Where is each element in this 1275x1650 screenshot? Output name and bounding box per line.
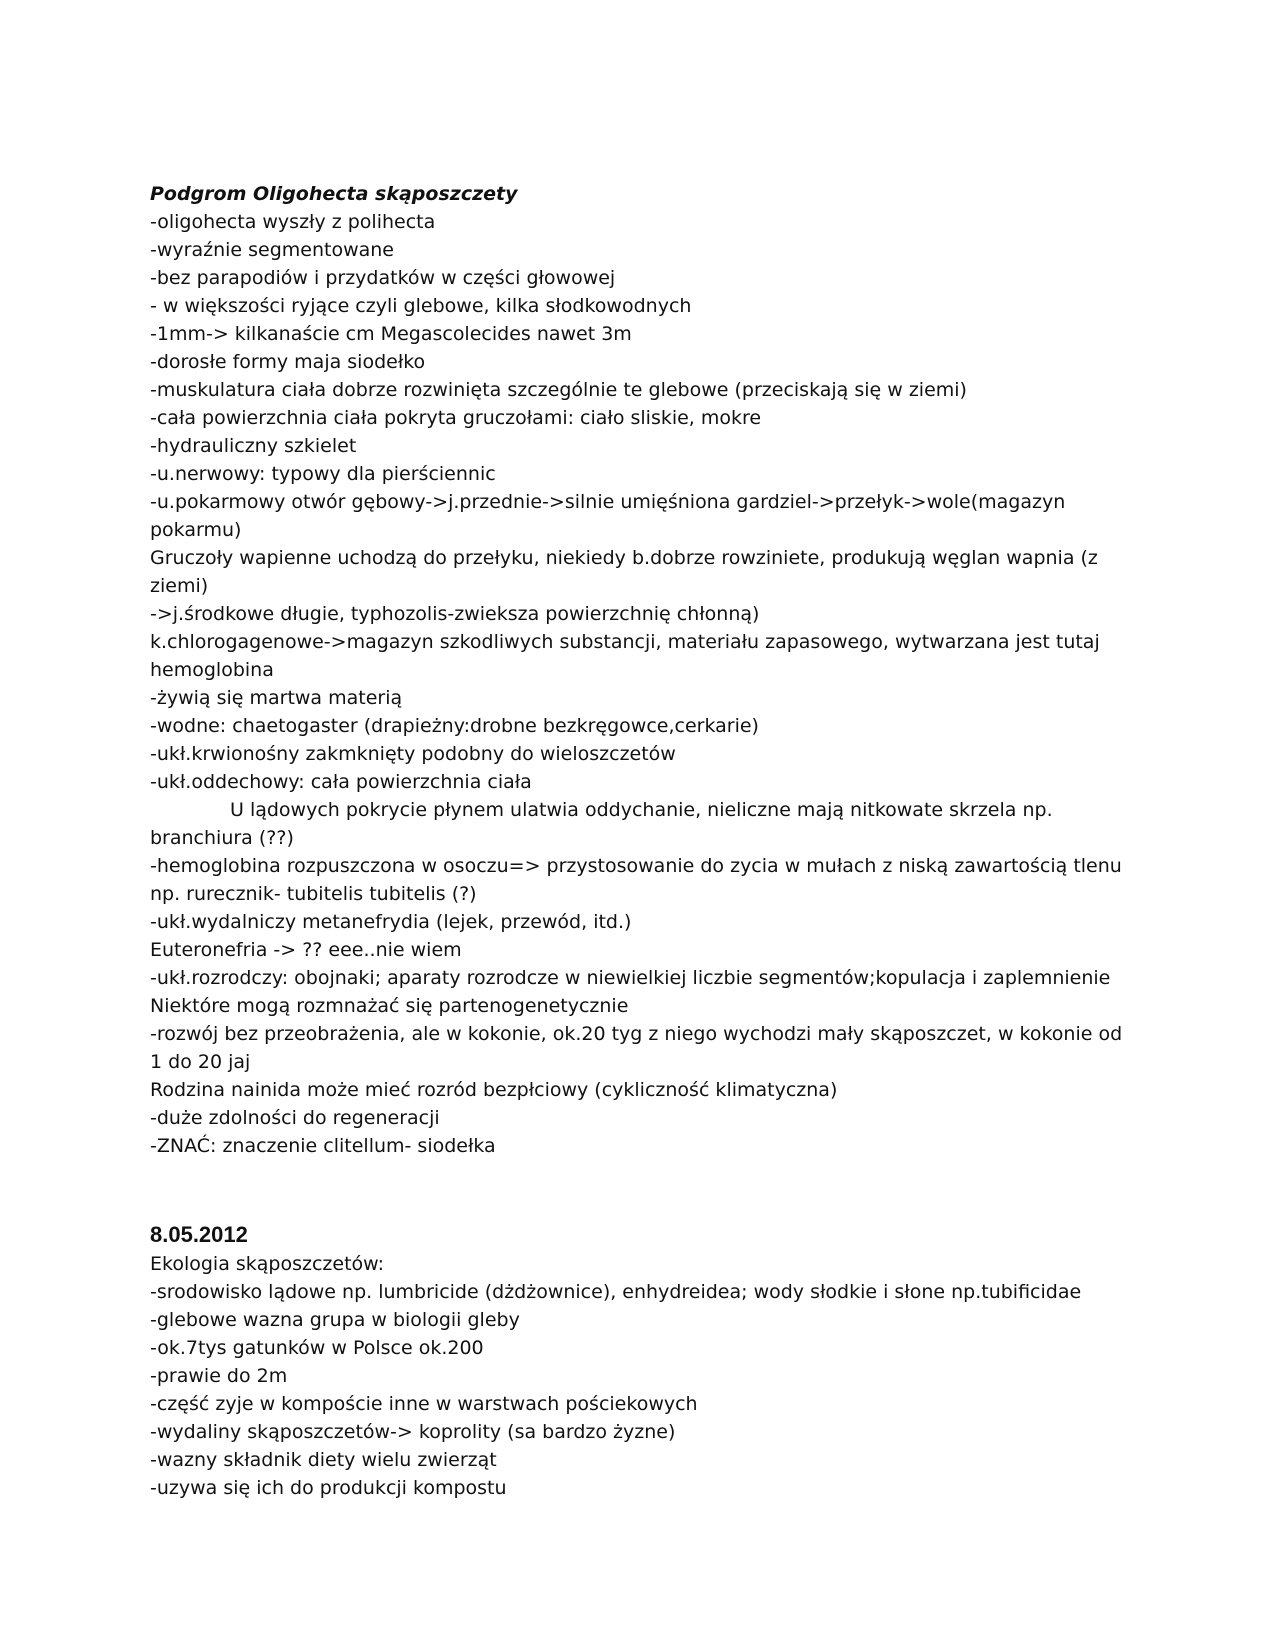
- note-line: Niektóre mogą rozmnażać się partenogenetycznie: [150, 995, 629, 1017]
- note-line: -część zyje w kompoście inne w warstwach pościekowych: [150, 1393, 698, 1415]
- note-line: -u.pokarmowy otwór gębowy->j.przednie->silnie umięśniona gardziel->przełyk->wole(magazyn pokarmu): [150, 491, 1066, 541]
- note-line: -ZNAĆ: znaczenie clitellum- siodełka: [150, 1135, 496, 1157]
- note-line: Gruczoły wapienne uchodzą do przełyku, niekiedy b.dobrze rowziniete, produkują węglan wapnia (z ziemi): [150, 547, 1098, 597]
- note-line: -wydaliny skąposzczetów-> koprolity (sa bardzo żyzne): [150, 1421, 676, 1443]
- note-line: ->j.środkowe długie, typhozolis-zwieksza powierzchnię chłonną): [150, 603, 760, 625]
- indented-note-line: U lądowych pokrycie płynem ulatwia oddychanie, nieliczne mają nitkowate skrzela np. branchiura (??): [150, 799, 1053, 849]
- section-subtitle: Ekologia skąposzczetów:: [150, 1253, 385, 1275]
- note-line: -1mm-> kilkanaście cm Megascolecides nawet 3m: [150, 323, 632, 345]
- note-line: -ukł.oddechowy: cała powierzchnia ciała: [150, 771, 532, 793]
- note-line: -hemoglobina rozpuszczona w osoczu=> przystosowanie do zycia w mułach z niską zawartością tlenu np. rurecznik- tubitelis tubitelis (?): [150, 855, 1122, 905]
- note-line: -ukł.wydalniczy metanefrydia (lejek, przewód, itd.): [150, 911, 632, 933]
- note-line: -oligohecta wyszły z polihecta: [150, 211, 436, 233]
- note-line: -prawie do 2m: [150, 1365, 288, 1387]
- section1-notes: [150, 208, 1140, 1160]
- note-line: -hydrauliczny szkielet: [150, 435, 357, 457]
- note-line: -ukł.krwionośny zakmknięty podobny do wieloszczetów: [150, 743, 676, 765]
- section-title: Podgrom Oligohecta skąposzczety: [150, 183, 518, 205]
- note-line: -cała powierzchnia ciała pokryta gruczołami: ciało sliskie, mokre: [150, 407, 762, 429]
- note-line: -glebowe wazna grupa w biologii gleby: [150, 1309, 520, 1331]
- note-line: -wodne: chaetogaster (drapieżny:drobne bezkręgowce,cerkarie): [150, 715, 759, 737]
- section-spacer: [150, 1160, 1140, 1216]
- document-page: [150, 180, 1140, 1502]
- note-line: k.chlorogagenowe->magazyn szkodliwych substancji, materiału zapasowego, wytwarzana jest tutaj hemoglobina: [150, 631, 1100, 681]
- note-line: -u.nerwowy: typowy dla pierściennic: [150, 463, 496, 485]
- note-line: -ok.7tys gatunków w Polsce ok.200: [150, 1337, 484, 1359]
- note-line: Rodzina nainida może mieć rozród bezpłciowy (cykliczność klimatyczna): [150, 1079, 838, 1101]
- note-line: - w większości ryjące czyli glebowe, kilka słodkowodnych: [150, 295, 692, 317]
- note-line: -wyraźnie segmentowane: [150, 239, 394, 261]
- note-line: -uzywa się ich do produkcji kompostu: [150, 1477, 507, 1499]
- note-line: -srodowisko lądowe np. lumbricide (dżdżownice), enhydreidea; wody słodkie i słone np.tubificidae: [150, 1281, 1082, 1303]
- note-line: Euteronefria -> ?? eee..nie wiem: [150, 939, 462, 961]
- note-line: -bez parapodiów i przydatków w części głowowej: [150, 267, 616, 289]
- note-line: -ukł.rozrodczy: obojnaki; aparaty rozrodcze w niewielkiej liczbie segmentów;kopulacja i zaplemnienie: [150, 967, 1111, 989]
- note-line: -muskulatura ciała dobrze rozwinięta szczególnie te glebowe (przeciskają się w ziemi): [150, 379, 967, 401]
- note-line: -wazny składnik diety wielu zwierząt: [150, 1449, 497, 1471]
- note-line: -rozwój bez przeobrażenia, ale w kokonie, ok.20 tyg z niego wychodzi mały skąposzczet, w kokonie od 1 do 20 jaj: [150, 1023, 1123, 1073]
- section2-notes: [150, 1278, 1140, 1502]
- date-heading: 8.05.2012: [150, 1222, 248, 1247]
- note-line: -żywią się martwa materią: [150, 687, 403, 709]
- note-line: -duże zdolności do regeneracji: [150, 1107, 440, 1129]
- note-line: -dorosłe formy maja siodełko: [150, 351, 426, 373]
